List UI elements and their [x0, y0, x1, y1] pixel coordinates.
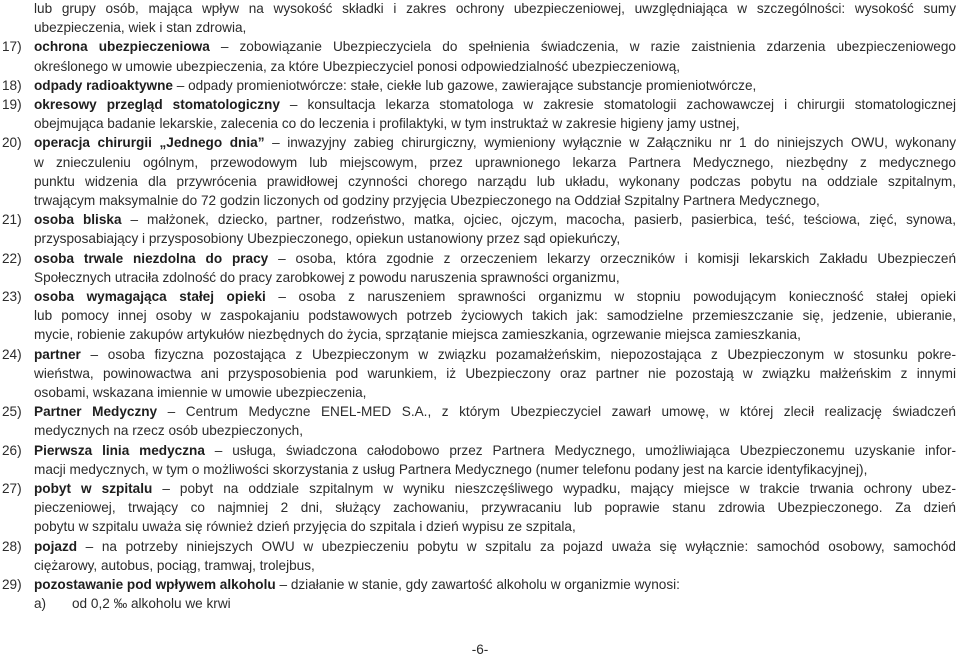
- definition-line: [0, 326, 960, 344]
- definition-body: lub grupy osób, mająca wpływ na wysokość składki i zakres ochrony ubezpieczeniowej, uwzględniająca w szczególności: wysokość sumy: [34, 1, 956, 16]
- defined-term: partner: [34, 346, 81, 362]
- item-number: 20): [2, 135, 22, 151]
- definition-item-start: [0, 38, 960, 56]
- definition-body: obejmująca badanie lekarskie, zalecenia co do leczenia i profilaktyki, w tym instruktaż w zakresie higieny jamy ustnej,: [34, 116, 740, 132]
- definition-line: [0, 173, 960, 191]
- sub-item-text: od 0,2 ‰ alkoholu we krwi: [72, 596, 231, 612]
- item-number: 18): [2, 77, 22, 93]
- definition-line: [0, 0, 960, 18]
- definition-text: [34, 230, 956, 248]
- definition-text: [34, 538, 956, 556]
- definition-body: w znieczuleniu ogólnym, przewodowym lub miejscowym, przez uprawnionego lekarza Partnera Medycznego, niezbędny z medycznego: [34, 154, 956, 170]
- definition-body: – pobyt na oddziale szpitalnym w wyniku nieszczęśliwego wypadku, mający miejsce w trakcie trwania ochrony ubez-: [152, 481, 956, 496]
- definition-body: macji medycznych, w tym o możliwości skorzystania z usług Partnera Medycznego (numer telefonu podany jest na karcie identyfikacyjnej),: [34, 461, 868, 477]
- definition-body: trwającym maksymalnie do 72 godzin liczonych od godziny przyjęcia Ubezpieczonego na Oddział Szpitalny Partnera Medycznego,: [34, 193, 820, 208]
- item-number: 28): [2, 538, 22, 554]
- definition-item-start: [0, 288, 960, 306]
- definition-body: mycie, robienie zakupów artykułów niezbędnych do życia, sprzątanie miejsca zamieszkania, ogrzewanie miejsca zamieszkania,: [34, 327, 801, 343]
- definition-item-start: [0, 96, 960, 114]
- definition-text: [34, 422, 956, 440]
- definition-body: – działanie w stanie, gdy zawartość alkoholu w organizmie wynosi:: [275, 577, 680, 592]
- definition-line: [0, 58, 960, 76]
- definition-line: [0, 115, 960, 133]
- definition-body: – osoba z naruszeniem sprawności organizmu w stopniu powodującym konieczność stałej opieki: [265, 289, 956, 304]
- item-number: 26): [2, 442, 22, 458]
- definition-body: – osoba, która zgodnie z orzeczeniem lekarzy orzeczników i komisji lekarskich Zakładu Ubezpieczeń: [268, 250, 957, 266]
- definition-text: [34, 134, 956, 152]
- item-number: 24): [2, 346, 22, 362]
- definition-text: [34, 192, 956, 210]
- definition-text: [34, 384, 956, 402]
- item-number: 25): [2, 404, 22, 420]
- definition-item-start: [0, 480, 960, 498]
- definition-text: [34, 211, 956, 229]
- defined-term: Partner Medyczny: [34, 404, 158, 420]
- definition-line: [0, 518, 960, 536]
- definition-body: ubezpieczenia, wiek i stan zdrowia,: [34, 20, 247, 36]
- definition-body: – zobowiązanie Ubezpieczyciela do spełnienia świadczenia, w razie zaistnienia zdarzenia ubezpieczeniowego: [209, 39, 956, 55]
- definition-body: Społecznych utraciła zdolność do pracy zarobkowej z powodu naruszenia sprawności organizmu,: [34, 269, 620, 285]
- definition-item-start: [0, 576, 960, 594]
- definition-text: [34, 58, 956, 76]
- defined-term: ochrona ubezpieczeniowa: [34, 39, 210, 55]
- definition-body: wieństwa, powinowactwa ani przysposobienia pod warunkiem, iż Ubezpieczony oraz partner nie pozostają w związku małżeńskim z innymi: [34, 365, 956, 381]
- defined-term: pobyt w szpitalu: [34, 481, 153, 496]
- definition-item-start: [0, 211, 960, 229]
- definition-line: [0, 461, 960, 479]
- definition-text: [34, 288, 956, 306]
- definition-text: [34, 346, 956, 364]
- sub-item-a: [0, 595, 960, 613]
- item-number: 21): [2, 212, 22, 228]
- item-number: 17): [2, 39, 22, 55]
- definition-line: [0, 269, 960, 287]
- definition-item-start: [0, 250, 960, 268]
- definition-text: [34, 0, 956, 18]
- definition-line: [0, 230, 960, 248]
- definition-text: [34, 173, 956, 191]
- definition-line: [0, 307, 960, 325]
- definition-text: [34, 250, 956, 268]
- item-number: 29): [2, 577, 22, 592]
- definition-body: – osoba fizyczna pozostająca z Ubezpieczonym w związku pozamałżeńskim, niepozostająca z Ubezpieczonym w stosunku pokre-: [80, 346, 956, 362]
- defined-term: pojazd: [34, 538, 78, 554]
- definition-item-start: [0, 346, 960, 364]
- sub-item-letter: a): [34, 596, 47, 612]
- definition-body: – małżonek, dziecko, partner, rodzeństwo, matka, ojciec, ojczym, macocha, pasierb, pasierbica, teść, teściowa, zięć, synowa,: [121, 212, 956, 228]
- definition-body: medycznych na rzecz osób ubezpieczonych,: [34, 423, 303, 439]
- definition-line: [0, 154, 960, 172]
- defined-term: okresowy przegląd stomatologiczny: [34, 97, 280, 112]
- defined-term: pozostawanie pod wpływem alkoholu: [34, 577, 276, 592]
- item-number: 22): [2, 250, 22, 266]
- definition-text: [34, 461, 956, 479]
- definition-body: – konsultacja lekarza stomatologa w zakresie stomatologii zachowawczej i chirurgii stomatologicznej: [279, 97, 956, 112]
- definition-item-start: [0, 442, 960, 460]
- definition-item-start: [0, 403, 960, 421]
- definition-text: [34, 403, 956, 421]
- definition-line: [0, 499, 960, 517]
- definition-line: [0, 19, 960, 37]
- definition-text: [34, 442, 956, 460]
- definition-text: [34, 557, 956, 575]
- definition-text: [34, 365, 956, 383]
- defined-term: odpady radioaktywne: [34, 77, 173, 93]
- definition-text: [34, 19, 956, 37]
- definition-text: [34, 499, 956, 517]
- definition-body: pieczeniowej, trwający co najmniej 2 dni, służący zachowaniu, przywracaniu lub poprawie stanu zdrowia Ubezpieczonego. Za dzień: [34, 500, 956, 516]
- definition-text: [34, 154, 956, 172]
- definition-body: – usługa, świadczona całodobowo przez Partnera Medycznego, umożliwiająca Ubezpieczonemu uzyskanie infor-: [204, 442, 956, 458]
- definition-body: – inwazyjny zabieg chirurgiczny, wymieniony wyłącznie w Załączniku nr 1 do niniejszych OWU, wykonany: [264, 135, 956, 151]
- item-number: 19): [2, 97, 22, 112]
- definition-body: przysposabiający i przysposobiony Ubezpieczonego, opiekun ustanowiony przez sąd opiekuńczy,: [34, 231, 621, 247]
- defined-term: operacja chirurgii „Jednego dnia”: [34, 135, 265, 151]
- definition-line: [0, 365, 960, 383]
- definition-text: [34, 77, 956, 95]
- defined-term: osoba trwale niezdolna do pracy: [34, 250, 269, 266]
- definition-line: [0, 192, 960, 210]
- item-number: 27): [2, 481, 22, 496]
- definition-body: – odpady promieniotwórcze: stałe, ciekłe lub gazowe, zawierające substancje promieniotwórcze,: [173, 77, 757, 93]
- definition-item-start: [0, 538, 960, 556]
- defined-term: osoba bliska: [34, 212, 122, 228]
- definition-line: [0, 422, 960, 440]
- definition-text: [34, 480, 956, 498]
- definition-text: [34, 326, 956, 344]
- definition-body: – Centrum Medyczne ENEL-MED S.A., z którym Ubezpieczyciel zawarł umowę, w której zlecił realizację świadczeń: [157, 404, 956, 420]
- definition-text: [34, 38, 956, 56]
- definition-text: [34, 518, 956, 536]
- definition-item-start: [0, 77, 960, 95]
- definition-text: [34, 115, 956, 133]
- page-number: -6-: [471, 642, 489, 657]
- definition-text: [34, 96, 956, 114]
- definition-body: ciężarowy, autobus, pociąg, tramwaj, trolejbus,: [34, 557, 315, 573]
- definition-body: pobytu w szpitalu uważa się również dzień przyjęcia do szpitala i dzień wypisu ze szpitala,: [34, 519, 576, 535]
- definition-item-start: [0, 134, 960, 152]
- definition-body: – na potrzeby niniejszych OWU w ubezpieczeniu pobytu w szpitalu za pojazd uważa się wyłącznie: samochód osobowy, samochód: [77, 538, 956, 554]
- defined-term: osoba wymagająca stałej opieki: [34, 289, 266, 304]
- definition-body: lub pomocy innej osoby w zaspokajaniu podstawowych potrzeb życiowych takich jak: samodzielne przemieszczanie się, jedzenie, ubieranie,: [34, 308, 956, 324]
- defined-term: Pierwsza linia medyczna: [34, 442, 205, 458]
- definition-text: [34, 576, 956, 594]
- definition-text: [34, 269, 956, 287]
- definition-body: określonego w umowie ubezpieczenia, za które Ubezpieczyciel ponosi odpowiedzialność ubezpieczeniową,: [34, 58, 681, 74]
- definition-body: osobami, wskazana imiennie w umowie ubezpieczenia,: [34, 385, 367, 400]
- definition-text: [34, 307, 956, 325]
- definition-line: [0, 384, 960, 402]
- definition-body: punktu widzenia dla przywrócenia prawidłowej czynności chorego narządu lub układu, wykonany podczas pobytu na oddziale szpitalnym,: [34, 173, 956, 189]
- item-number: 23): [2, 289, 22, 304]
- definition-line: [0, 557, 960, 575]
